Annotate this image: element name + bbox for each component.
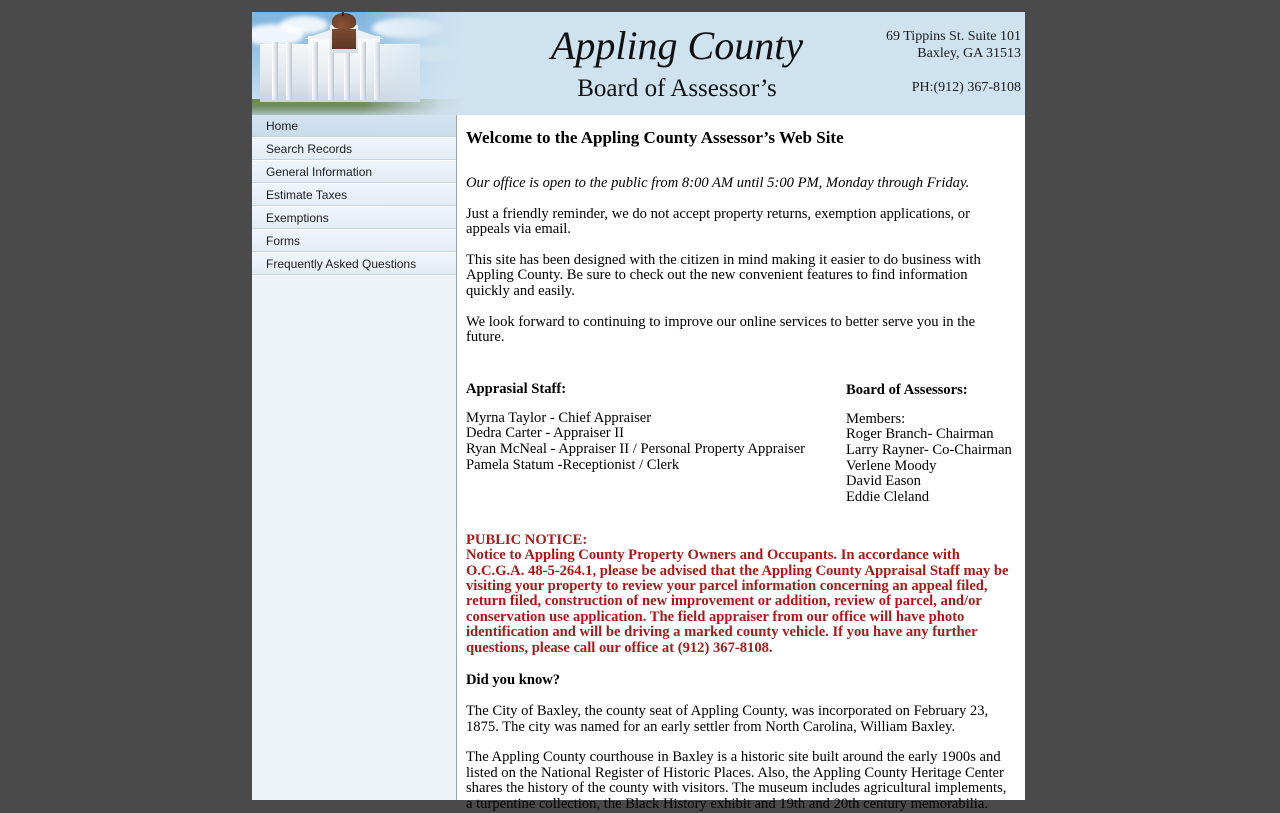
phone-number: PH:(912) 367-8108 [911, 80, 1021, 95]
appraisal-staff-list [466, 411, 846, 473]
page-subtitle: Board of Assessor’s [577, 75, 777, 102]
city-history-paragraph: The City of Baxley, the county seat of Appling County, was incorporated on February 23, 1875. The city was named for an early settler from North Carolina, William Baxley. [466, 703, 989, 735]
public-notice-body: Notice to Appling County Property Owners and Occupants. In accordance with O.C.G.A. 48-5-264.1, please be advised that the Appling County Appraisal Staff may be visiting your property to review your parcel information concerning an appeal filed, return filed, construction of new improvement or addition, review of parcel, and/or conservation use application. The field appraiser from our office will have photo identification and will be driving a marked county vehicle. If you have any further questions, please call our office at (912) 367-8108. [466, 547, 1009, 656]
office-hours-note: Our office is open to the public from 8:00 AM until 5:00 PM, Monday through Friday. [466, 175, 970, 191]
sidebar-item-estimate-taxes[interactable] [252, 184, 456, 207]
board-members-list [846, 412, 1026, 506]
board-of-assessors-heading: Board of Assessors: [846, 381, 968, 398]
spacer [464, 300, 1013, 315]
list-item: Myrna Taylor - Chief Appraiser [466, 409, 652, 426]
spacer [464, 689, 1013, 704]
sidebar-item-label: Home [266, 119, 299, 133]
list-item: Roger Branch- Chairman [846, 426, 994, 443]
site-design-paragraph: This site has been designed with the citizen in mind making it easier to do business with Appling County. Be sure to check out the new convenient features to find information quickly and easily. [466, 251, 981, 299]
sidebar-item-exemptions[interactable] [252, 207, 456, 230]
list-item: Eddie Cleland [846, 488, 930, 505]
sidebar-item-label: Forms [266, 234, 300, 248]
list-item: Pamela Statum -Receptionist / Clerk [466, 456, 680, 473]
appraisal-staff-column [466, 380, 846, 473]
board-of-assessors-column [846, 381, 1026, 506]
spacer [464, 148, 1013, 176]
sidebar-navigation [252, 115, 457, 800]
page-container [252, 12, 1025, 812]
courthouse-history-paragraph: The Appling County courthouse in Baxley is a historic site built around the early 1900s and listed on the National Register of Historic Places. Also, the Appling County Heritage Center shares the history of the county with visitors. The museum includes agricultural implements, a turpentine collection, the Black History exhibit and 19th and 20th century memorabilia. [466, 749, 1007, 812]
sidebar-item-label: Estimate Taxes [266, 188, 348, 202]
address-line-2: Baxley, GA 31513 [917, 46, 1021, 61]
sidebar-item-label: General Information [266, 165, 373, 179]
spacer [464, 346, 1013, 380]
sidebar-item-search-records[interactable] [252, 138, 456, 161]
email-reminder-paragraph: Just a friendly reminder, we do not accept property returns, exemption applications, or appeals via email. [466, 205, 970, 238]
list-item: Verlene Moody [846, 457, 937, 474]
public-notice-title: PUBLIC NOTICE: [466, 531, 588, 548]
spacer [464, 656, 1013, 671]
staff-section [464, 380, 1013, 525]
sidebar-item-label: Search Records [266, 142, 353, 156]
spacer [464, 238, 1013, 253]
sidebar-item-general-information[interactable] [252, 161, 456, 184]
sidebar-item-frequently-asked-questions[interactable] [252, 253, 456, 276]
address-line-1: 69 Tippins St. Suite 101 [886, 29, 1021, 44]
body-row [252, 115, 1025, 812]
sidebar-item-label: Exemptions [266, 211, 329, 225]
sidebar-item-label: Frequently Asked Questions [266, 257, 417, 271]
did-you-know-heading: Did you know? [466, 672, 561, 688]
list-item: David Eason [846, 473, 921, 490]
site-header [252, 12, 1025, 115]
sidebar-item-forms[interactable] [252, 230, 456, 253]
header-contact-block [811, 28, 1021, 96]
page-title: Appling County [550, 23, 804, 68]
sidebar-filler [252, 276, 456, 800]
photo-edge-fade [252, 12, 467, 115]
list-item: Dedra Carter - Appraiser II [466, 425, 625, 442]
spacer [464, 192, 1013, 207]
public-notice-block [464, 533, 1013, 656]
content-heading: Welcome to the Appling County Assessor’s Web Site [466, 128, 844, 147]
list-item: Larry Rayner- Co-Chairman [846, 441, 1012, 458]
future-services-paragraph: We look forward to continuing to improve our online services to better serve you in the future. [466, 313, 976, 346]
list-item: Ryan McNeal - Appraiser II / Personal Property Appraiser [466, 440, 806, 457]
board-members-label: Members: [846, 410, 906, 427]
spacer [464, 735, 1013, 750]
main-content [458, 115, 1025, 812]
sidebar-item-home[interactable] [252, 115, 456, 138]
appraisal-staff-heading: Apprasial Staff: [466, 380, 567, 397]
courthouse-photo [252, 12, 467, 115]
